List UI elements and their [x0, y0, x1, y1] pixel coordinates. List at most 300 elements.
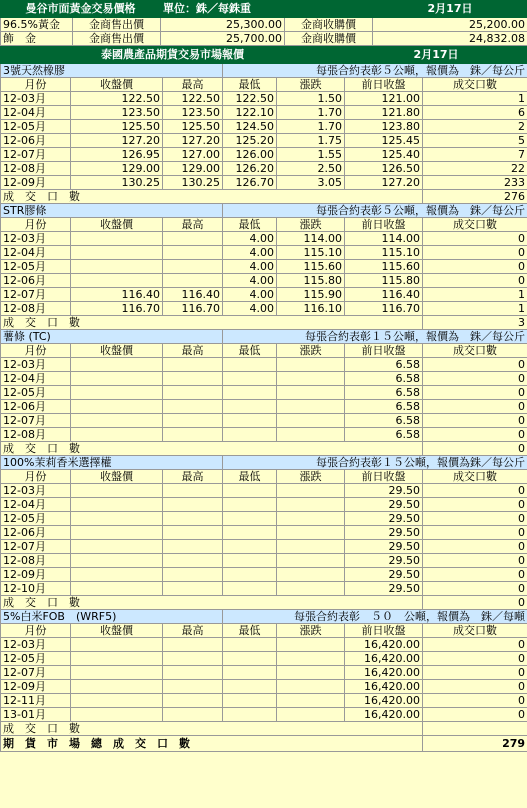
- column-header: 成交口數: [423, 470, 527, 484]
- table-cell: 12-06月: [1, 526, 71, 540]
- table-cell: [277, 554, 345, 568]
- table-cell: 124.50: [223, 120, 277, 134]
- table-row: [1, 386, 527, 400]
- table-cell: [223, 372, 277, 386]
- table-cell: 126.00: [223, 148, 277, 162]
- table-cell: 116.70: [163, 302, 223, 316]
- table-cell: [71, 582, 163, 596]
- section-total-row: [1, 316, 527, 330]
- table-cell: 127.20: [163, 134, 223, 148]
- section-total-row: [1, 442, 527, 456]
- table-row: [1, 568, 527, 582]
- table-cell: [163, 568, 223, 582]
- table-cell: [223, 414, 277, 428]
- table-cell: 16,420.00: [345, 666, 423, 680]
- table-cell: 12-08月: [1, 554, 71, 568]
- section-total-value: 3: [423, 316, 527, 330]
- table-cell: 16,420.00: [345, 694, 423, 708]
- table-cell: [223, 484, 277, 498]
- table-cell: 0: [423, 680, 527, 694]
- column-header: 最高: [163, 78, 223, 92]
- table-cell: 123.50: [71, 106, 163, 120]
- table-cell: 12-08月: [1, 162, 71, 176]
- table-cell: [277, 582, 345, 596]
- table-cell: [163, 638, 223, 652]
- table-cell: 6.58: [345, 386, 423, 400]
- table-cell: 125.50: [71, 120, 163, 134]
- table-cell: [277, 400, 345, 414]
- section-total-label: 成 交 口 數: [1, 596, 423, 610]
- section-header: [1, 610, 527, 624]
- table-cell: 29.50: [345, 498, 423, 512]
- table-cell: 115.90: [277, 288, 345, 302]
- gold-unit: 單位：銖／每銖重: [161, 1, 373, 18]
- table-cell: 1.50: [277, 92, 345, 106]
- table-cell: [163, 652, 223, 666]
- table-cell: [277, 372, 345, 386]
- table-cell: [277, 484, 345, 498]
- column-header: 最低: [223, 344, 277, 358]
- column-header: 成交口數: [423, 218, 527, 232]
- table-cell: 125.45: [345, 134, 423, 148]
- table-cell: [223, 680, 277, 694]
- column-header: 最低: [223, 470, 277, 484]
- table-cell: [163, 666, 223, 680]
- table-cell: [223, 568, 277, 582]
- table-cell: [163, 246, 223, 260]
- table-cell: 6.58: [345, 414, 423, 428]
- table-cell: [223, 358, 277, 372]
- table-cell: [223, 512, 277, 526]
- table-cell: 129.00: [71, 162, 163, 176]
- table-cell: 12-03月: [1, 92, 71, 106]
- table-cell: 12-08月: [1, 428, 71, 442]
- table-cell: [277, 680, 345, 694]
- table-cell: [71, 386, 163, 400]
- column-header: 最高: [163, 624, 223, 638]
- table-cell: [71, 246, 163, 260]
- column-header: 月份: [1, 344, 71, 358]
- table-cell: 123.50: [163, 106, 223, 120]
- table-cell: 12-07月: [1, 148, 71, 162]
- table-cell: [163, 386, 223, 400]
- table-cell: 115.80: [345, 274, 423, 288]
- table-cell: 12-09月: [1, 680, 71, 694]
- table-cell: 6.58: [345, 400, 423, 414]
- table-cell: 22: [423, 162, 527, 176]
- table-cell: 0: [423, 372, 527, 386]
- column-header: 最低: [223, 624, 277, 638]
- table-cell: [71, 274, 163, 288]
- table-row: [1, 274, 527, 288]
- section-total-value: 0: [423, 442, 527, 456]
- table-cell: 0: [423, 400, 527, 414]
- table-cell: 0: [423, 358, 527, 372]
- table-cell: 6.58: [345, 372, 423, 386]
- table-cell: 115.10: [345, 246, 423, 260]
- section-total-value: 0: [423, 596, 527, 610]
- table-cell: [163, 274, 223, 288]
- table-cell: 0: [423, 652, 527, 666]
- table-row: [1, 428, 527, 442]
- table-cell: 1.70: [277, 120, 345, 134]
- gold-sell-label: 金商售出價: [73, 32, 161, 46]
- table-cell: [223, 666, 277, 680]
- table-cell: 16,420.00: [345, 708, 423, 722]
- table-cell: [223, 428, 277, 442]
- table-cell: 12-06月: [1, 134, 71, 148]
- table-cell: 29.50: [345, 554, 423, 568]
- column-header: 收盤價: [71, 624, 163, 638]
- table-row: [1, 302, 527, 316]
- table-cell: 12-04月: [1, 246, 71, 260]
- table-cell: [223, 540, 277, 554]
- table-cell: 6: [423, 106, 527, 120]
- table-cell: [277, 428, 345, 442]
- table-cell: 0: [423, 498, 527, 512]
- futures-header-row: [1, 47, 527, 64]
- table-cell: 116.40: [163, 288, 223, 302]
- table-cell: [163, 582, 223, 596]
- table-cell: 4.00: [223, 260, 277, 274]
- column-header: 前日收盤: [345, 470, 423, 484]
- column-header: 前日收盤: [345, 624, 423, 638]
- table-cell: 12-03月: [1, 484, 71, 498]
- table-cell: [71, 694, 163, 708]
- section-name: STR膠條: [1, 204, 223, 218]
- column-header: 漲跌: [277, 218, 345, 232]
- table-cell: 12-04月: [1, 498, 71, 512]
- table-cell: 0: [423, 260, 527, 274]
- table-cell: 12-03月: [1, 638, 71, 652]
- table-cell: 7: [423, 148, 527, 162]
- table-cell: 115.80: [277, 274, 345, 288]
- table-cell: 16,420.00: [345, 680, 423, 694]
- table-cell: 127.20: [345, 176, 423, 190]
- table-cell: 12-05月: [1, 260, 71, 274]
- column-header: 最低: [223, 78, 277, 92]
- table-row: [1, 372, 527, 386]
- table-cell: 1: [423, 92, 527, 106]
- section-note: 每張合約表彰１５公噸，報價為銖／每公斤: [223, 456, 527, 470]
- table-cell: [223, 400, 277, 414]
- table-cell: 12-07月: [1, 288, 71, 302]
- table-cell: 29.50: [345, 484, 423, 498]
- table-cell: [71, 638, 163, 652]
- table-cell: [223, 652, 277, 666]
- table-cell: 123.80: [345, 120, 423, 134]
- gold-name: 96.5%黃金: [1, 18, 73, 32]
- table-cell: [71, 652, 163, 666]
- gold-sell-price: 25,700.00: [161, 32, 285, 46]
- table-row: [1, 120, 527, 134]
- section-total-label: 成 交 口 數: [1, 722, 423, 736]
- table-cell: 1: [423, 288, 527, 302]
- section-name: 3號天然橡膠: [1, 64, 223, 78]
- table-cell: [163, 260, 223, 274]
- section-name: 5%白米FOB (WRF5): [1, 610, 223, 624]
- table-row: [1, 400, 527, 414]
- table-cell: [277, 526, 345, 540]
- table-cell: [163, 512, 223, 526]
- table-row: [1, 526, 527, 540]
- table-cell: 3.05: [277, 176, 345, 190]
- table-cell: 2: [423, 120, 527, 134]
- table-cell: 12-11月: [1, 694, 71, 708]
- gold-row: [1, 32, 527, 46]
- table-cell: [223, 386, 277, 400]
- table-cell: 12-04月: [1, 372, 71, 386]
- table-cell: 4.00: [223, 232, 277, 246]
- table-cell: 12-05月: [1, 652, 71, 666]
- table-cell: [71, 414, 163, 428]
- grand-total-label: 期 貨 市 場 總 成 交 口 數: [1, 736, 423, 752]
- column-header: 成交口數: [423, 624, 527, 638]
- gold-title: 曼谷市面黃金交易價格: [1, 1, 161, 18]
- table-cell: [71, 666, 163, 680]
- table-cell: 0: [423, 232, 527, 246]
- table-cell: [223, 582, 277, 596]
- column-header: 收盤價: [71, 470, 163, 484]
- table-cell: 116.70: [345, 302, 423, 316]
- table-cell: [277, 414, 345, 428]
- table-cell: 115.60: [345, 260, 423, 274]
- table-cell: [163, 358, 223, 372]
- gold-row: [1, 18, 527, 32]
- table-cell: [277, 568, 345, 582]
- table-cell: 29.50: [345, 526, 423, 540]
- table-cell: [223, 708, 277, 722]
- gold-buy-label: 金商收購價: [285, 32, 373, 46]
- gold-buy-price: 25,200.00: [373, 18, 527, 32]
- table-cell: 12-06月: [1, 400, 71, 414]
- table-cell: 0: [423, 414, 527, 428]
- column-header: 最高: [163, 218, 223, 232]
- table-row: [1, 652, 527, 666]
- table-cell: 12-10月: [1, 582, 71, 596]
- table-row: [1, 358, 527, 372]
- table-cell: 29.50: [345, 512, 423, 526]
- table-cell: 116.70: [71, 302, 163, 316]
- column-header: 漲跌: [277, 78, 345, 92]
- table-cell: 5: [423, 134, 527, 148]
- table-cell: [71, 358, 163, 372]
- table-cell: [71, 554, 163, 568]
- column-header: 收盤價: [71, 218, 163, 232]
- table-row: [1, 92, 527, 106]
- table-cell: 129.00: [163, 162, 223, 176]
- table-cell: [71, 680, 163, 694]
- table-cell: 0: [423, 512, 527, 526]
- table-cell: 1.75: [277, 134, 345, 148]
- table-cell: [71, 400, 163, 414]
- table-cell: 12-08月: [1, 302, 71, 316]
- gold-price-table: [0, 0, 527, 46]
- table-cell: 127.20: [71, 134, 163, 148]
- table-cell: [163, 694, 223, 708]
- table-row: [1, 666, 527, 680]
- table-cell: [71, 428, 163, 442]
- table-cell: 6.58: [345, 358, 423, 372]
- gold-name: 飾 金: [1, 32, 73, 46]
- table-cell: [223, 526, 277, 540]
- gold-buy-price: 24,832.08: [373, 32, 527, 46]
- table-cell: 0: [423, 708, 527, 722]
- table-cell: [163, 498, 223, 512]
- table-cell: 126.50: [345, 162, 423, 176]
- table-cell: 4.00: [223, 274, 277, 288]
- table-cell: [163, 540, 223, 554]
- gold-header-row: [1, 1, 527, 18]
- section-note: 每張合約表彰５公噸，報價為 銖／每公斤: [223, 204, 527, 218]
- futures-table: [0, 46, 527, 752]
- table-row: [1, 638, 527, 652]
- table-row: [1, 288, 527, 302]
- table-cell: 12-07月: [1, 414, 71, 428]
- table-cell: [71, 526, 163, 540]
- table-cell: 4.00: [223, 288, 277, 302]
- table-row: [1, 176, 527, 190]
- table-cell: 12-07月: [1, 666, 71, 680]
- section-total-row: [1, 596, 527, 610]
- table-cell: 12-05月: [1, 512, 71, 526]
- table-cell: 29.50: [345, 568, 423, 582]
- table-cell: 0: [423, 428, 527, 442]
- table-cell: [163, 554, 223, 568]
- table-cell: 121.00: [345, 92, 423, 106]
- table-cell: 1.70: [277, 106, 345, 120]
- table-cell: [163, 680, 223, 694]
- table-cell: 125.20: [223, 134, 277, 148]
- table-row: [1, 512, 527, 526]
- table-cell: 126.95: [71, 148, 163, 162]
- table-cell: 122.50: [163, 92, 223, 106]
- table-cell: 1: [423, 302, 527, 316]
- table-cell: 122.50: [223, 92, 277, 106]
- table-cell: 16,420.00: [345, 652, 423, 666]
- table-cell: 125.50: [163, 120, 223, 134]
- table-cell: [223, 554, 277, 568]
- table-cell: 12-04月: [1, 106, 71, 120]
- table-cell: [277, 638, 345, 652]
- table-cell: 12-05月: [1, 386, 71, 400]
- table-cell: [71, 568, 163, 582]
- table-cell: 12-09月: [1, 568, 71, 582]
- table-cell: [163, 708, 223, 722]
- table-cell: 122.50: [71, 92, 163, 106]
- table-cell: 16,420.00: [345, 638, 423, 652]
- table-cell: 12-06月: [1, 274, 71, 288]
- table-cell: [163, 414, 223, 428]
- table-cell: 0: [423, 568, 527, 582]
- table-cell: [277, 540, 345, 554]
- column-header-row: [1, 344, 527, 358]
- section-total-value: [423, 722, 527, 736]
- table-cell: 2.50: [277, 162, 345, 176]
- table-cell: 115.60: [277, 260, 345, 274]
- table-row: [1, 162, 527, 176]
- section-name: 100%茉莉香米選擇權: [1, 456, 223, 470]
- table-cell: 130.25: [71, 176, 163, 190]
- section-total-label: 成 交 口 數: [1, 316, 423, 330]
- futures-title: 泰國農產品期貨交易市場報價: [1, 47, 345, 64]
- futures-body: [1, 64, 527, 736]
- table-row: [1, 484, 527, 498]
- table-cell: [223, 694, 277, 708]
- table-cell: [277, 358, 345, 372]
- table-cell: 114.00: [345, 232, 423, 246]
- column-header: 漲跌: [277, 470, 345, 484]
- section-header: [1, 204, 527, 218]
- table-row: [1, 232, 527, 246]
- table-cell: [71, 232, 163, 246]
- table-cell: 12-03月: [1, 358, 71, 372]
- table-cell: 0: [423, 484, 527, 498]
- table-cell: 116.10: [277, 302, 345, 316]
- gold-sell-label: 金商售出價: [73, 18, 161, 32]
- column-header: 最高: [163, 344, 223, 358]
- column-header: 漲跌: [277, 624, 345, 638]
- table-row: [1, 680, 527, 694]
- table-cell: [163, 372, 223, 386]
- table-cell: 0: [423, 582, 527, 596]
- table-cell: 114.00: [277, 232, 345, 246]
- table-cell: 126.70: [223, 176, 277, 190]
- table-row: [1, 106, 527, 120]
- table-cell: 115.10: [277, 246, 345, 260]
- futures-date: 2月17日: [345, 47, 527, 64]
- grand-total-value: 279: [423, 736, 527, 752]
- table-cell: [277, 694, 345, 708]
- table-row: [1, 134, 527, 148]
- table-cell: 6.58: [345, 428, 423, 442]
- section-total-row: [1, 722, 527, 736]
- table-cell: [71, 372, 163, 386]
- table-cell: [71, 512, 163, 526]
- table-cell: [163, 232, 223, 246]
- column-header: 月份: [1, 218, 71, 232]
- table-cell: 1.55: [277, 148, 345, 162]
- table-cell: 0: [423, 638, 527, 652]
- table-row: [1, 708, 527, 722]
- table-cell: 0: [423, 274, 527, 288]
- table-row: [1, 540, 527, 554]
- column-header: 最低: [223, 218, 277, 232]
- section-header: [1, 64, 527, 78]
- table-cell: [277, 652, 345, 666]
- table-cell: 12-05月: [1, 120, 71, 134]
- table-cell: [223, 498, 277, 512]
- table-cell: 12-07月: [1, 540, 71, 554]
- gold-date: 2月17日: [373, 1, 527, 18]
- table-cell: [163, 428, 223, 442]
- table-cell: [163, 526, 223, 540]
- gold-sell-price: 25,300.00: [161, 18, 285, 32]
- section-note: 每張合約表彰 ５０ 公噸，報價為 銖／每噸: [223, 610, 527, 624]
- table-cell: 4.00: [223, 246, 277, 260]
- table-row: [1, 498, 527, 512]
- column-header: 月份: [1, 624, 71, 638]
- table-cell: [163, 400, 223, 414]
- table-row: [1, 148, 527, 162]
- table-cell: 126.20: [223, 162, 277, 176]
- table-cell: 12-09月: [1, 176, 71, 190]
- section-total-row: [1, 190, 527, 204]
- column-header: 收盤價: [71, 344, 163, 358]
- table-cell: [71, 260, 163, 274]
- table-cell: [223, 638, 277, 652]
- section-note: 每張合約表彰１５公噸，報價為 銖／每公斤: [223, 330, 527, 344]
